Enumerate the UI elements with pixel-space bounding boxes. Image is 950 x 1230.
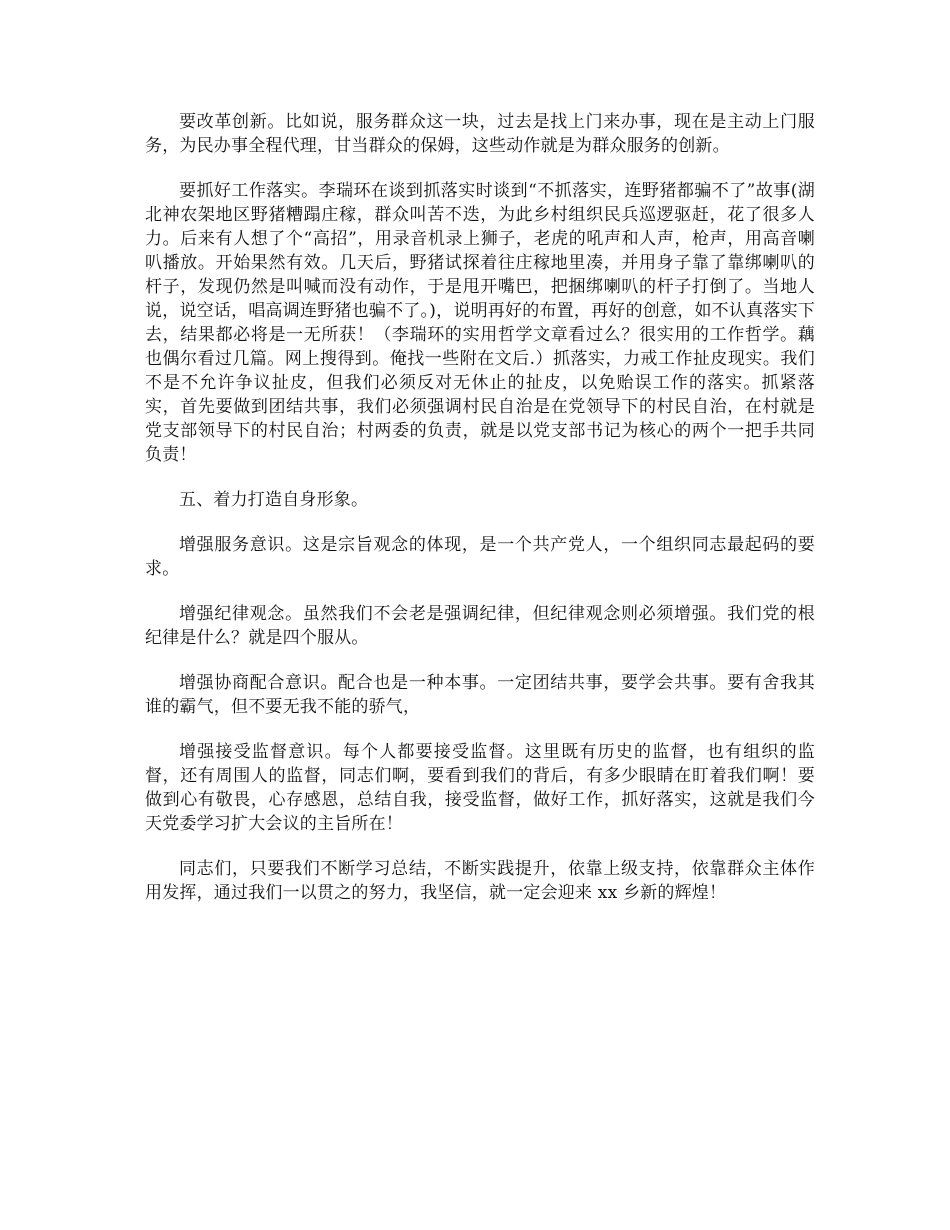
paragraph-closing: 同志们，只要我们不断学习总结，不断实践提升，依靠上级支持，依靠群众主体作用发挥，通过我们一以贯之的努力，我坚信，就一定会迎来 xx 乡新的辉煌！: [145, 859, 815, 903]
paragraph-coordination: 增强协商配合意识。配合也是一种本事。一定团结共事，要学会共事。要有舍我其谁的霸气，但不要无我不能的骄气，: [145, 673, 815, 717]
paragraph-supervision: 增强接受监督意识。每个人都要接受监督。这里既有历史的监督，也有组织的监督，还有周围人的监督，同志们啊，要看到我们的背后，有多少眼睛在盯着我们啊！要做到心有敬畏，心存感恩，总结自我，接受监督，做好工作，抓好落实，这就是我们今天党委学习扩大会议的主旨所在！: [145, 742, 815, 834]
document-body: [145, 110, 815, 926]
paragraph-service-awareness: 增强服务意识。这是宗旨观念的体现，是一个共产党人，一个组织同志最起码的要求。: [145, 535, 815, 579]
section-heading-self-image: 五、着力打造自身形象。: [179, 490, 369, 510]
paragraph-reform-innovation: 要改革创新。比如说，服务群众这一块，过去是找上门来办事，现在是主动上门服务，为民办事全程代理，甘当群众的保姆，这些动作就是为群众服务的创新。: [145, 112, 815, 156]
paragraph-discipline: 增强纪律观念。虽然我们不会老是强调纪律，但纪律观念则必须增强。我们党的根纪律是什么？就是四个服从。: [145, 604, 815, 648]
paragraph-implementation: 要抓好工作落实。李瑞环在谈到抓落实时谈到“不抓落实，连野猪都骗不了”故事(湖北神农架地区野猪糟蹋庄稼，群众叫苦不迭，为此乡村组织民兵巡逻驱赶，花了很多人力。后来有人想了个“高招”，用录音机录上狮子，老虎的吼声和人声，枪声，用高音喇叭播放。开始果然有效。几天后，野猪试探着往庄稼地里凑，并用身子靠了靠绑喇叭的杆子，发现仍然是叫喊而没有动作，于是甩开嘴巴，把捆绑喇叭的杆子打倒了。当地人说，说空话，唱高调连野猪也骗不了。)，说明再好的布置，再好的创意，如不认真落实下去，结果都必将是一无所获！（李瑞环的实用哲学文章看过么？很实用的工作哲学。藕也偶尔看过几篇。网上搜得到。俺找一些附在文后.）抓落实，力戒工作扯皮现实。我们不是不允许争议扯皮，但我们必须反对无休止的扯皮，以免贻误工作的落实。抓紧落实，首先要做到团结共事，我们必须强调村民自治是在党领导下的村民自治，在村就是党支部领导下的村民自治；村两委的负责，就是以党支部书记为核心的两个一把手共同负责！: [145, 181, 815, 465]
